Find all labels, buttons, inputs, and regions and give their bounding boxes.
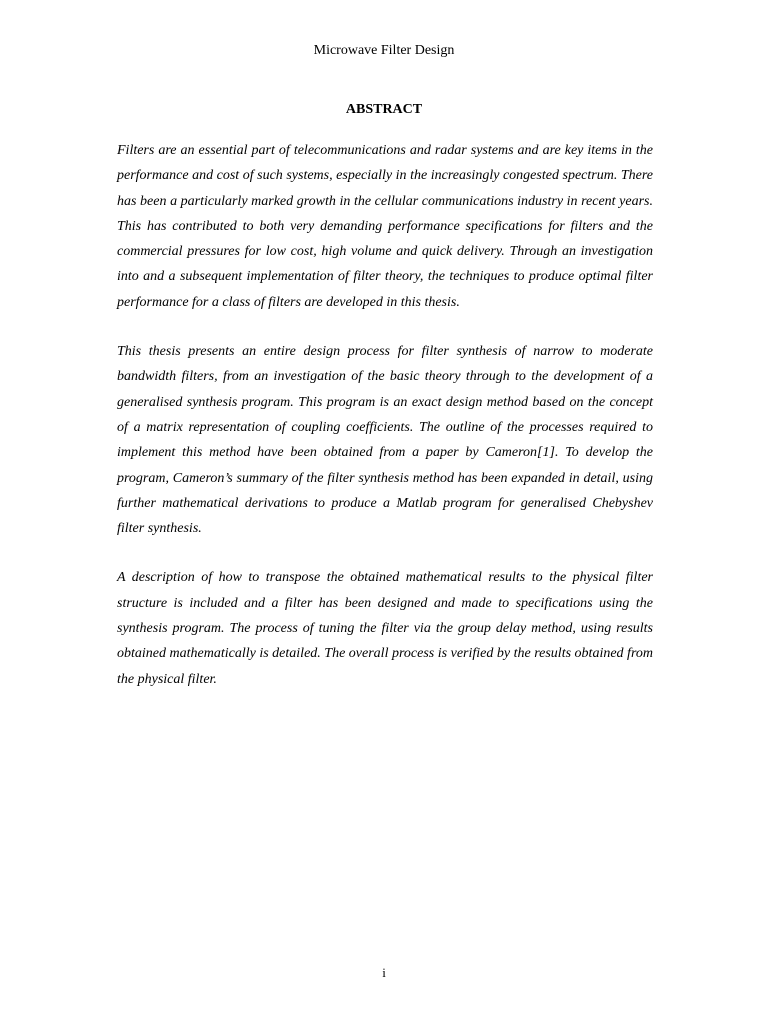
page-number: i [382,965,386,980]
running-header: Microwave Filter Design [313,43,455,58]
abstract-heading: ABSTRACT [345,102,423,117]
abstract-paragraph-3: A description of how to transpose the obtained mathematical results to the physical filter structure is included and a filter has been designed and made to specifications using the synthesis program. The process of tuning the filter via the group delay method, using results obtained mathematically is detailed. The overall process is verified by the results obtained from the physical filter. [117,570,653,687]
abstract-paragraph-1: Filters are an essential part of telecommunications and radar systems and are key items in the performance and cost of such systems, especially in the increasingly congested spectrum. There has been a particularly marked growth in the cellular communications industry in recent years. This has contributed to both very demanding performance specifications for filters and the commercial pressures for low cost, high volume and quick delivery. Through an investigation into and a subsequent implementation of filter theory, the techniques to produce optimal filter performance for a class of filters are developed in this thesis. [117,143,653,310]
abstract-paragraph-2: This thesis presents an entire design process for filter synthesis of narrow to moderate bandwidth filters, from an investigation of the basic theory through to the development of a generalised synthesis program. This program is an exact design method based on the concept of a matrix representation of coupling coefficients. The outline of the processes required to implement this method have been obtained from a paper by Cameron[1]. To develop the program, Cameron’s summary of the filter synthesis method has been expanded in detail, using further mathematical derivations to produce a Matlab program for generalised Chebyshev filter synthesis. [117,344,653,537]
abstract-body [117,138,653,716]
